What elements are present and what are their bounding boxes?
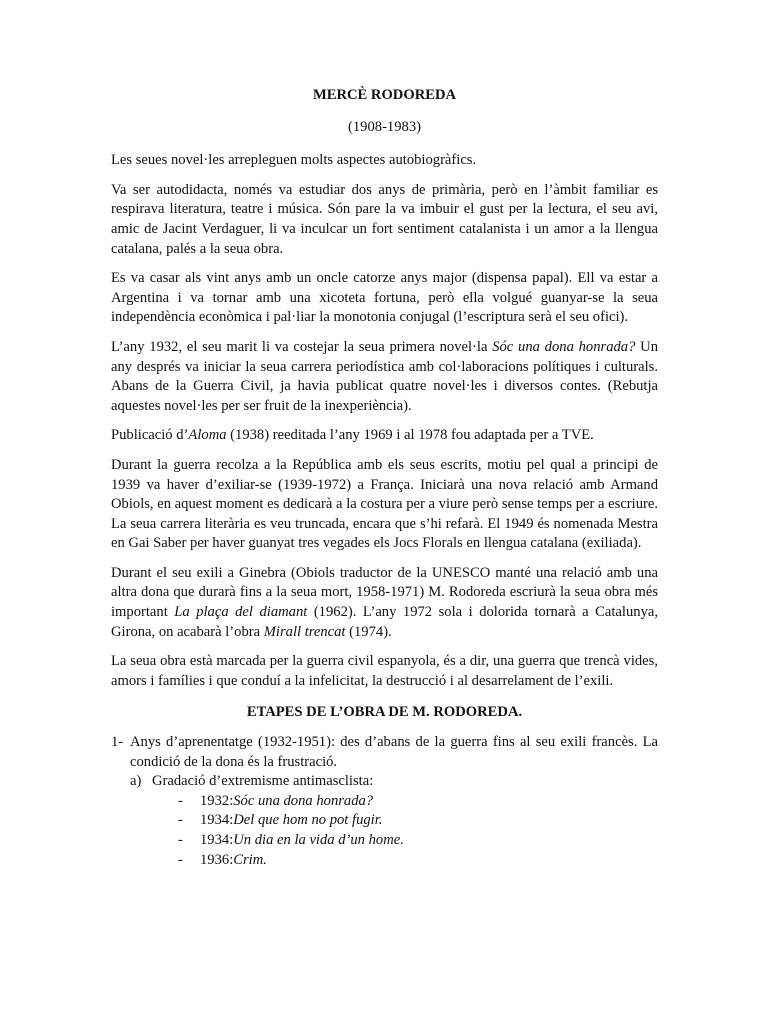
work-year: 1934: [200, 832, 234, 848]
paragraph-4 [111, 338, 658, 416]
work-title: Sóc una dona honrada? [233, 792, 374, 809]
page-title: MERCÈ RODOREDA [312, 87, 457, 103]
p4-text-after: Un any després va iniciar la seua carrera periodística amb col·laboracions polítiques i culturals. Abans de la Guerra Civil, ja havia publicat quatre novel·les i diversos contes. (Rebutja aquestes novel·les per ser fruit de la inexperiència). [111, 338, 658, 414]
work-item [178, 792, 658, 812]
work-title: Del que hom no pot fugir. [233, 812, 383, 829]
paragraph-6: Durant la guerra recolza a la República amb els seus escrits, motiu pel qual a principi de 1939 va haver d’exiliar-se (1939-1972) a França. Iniciarà una nova relació amb Armand Obiols, en aquest moment es dedicarà a la costura per a viure però sense temps per a escriure. La seua carrera literària es veu truncada, encara que s’hi refarà. El 1949 és nomenada Mestra en Gai Saber per haver guanyat tres vegades els Jocs Florals en llengua catalana (exiliada). [111, 456, 658, 552]
sub-list-item [130, 772, 658, 792]
p4-text: L’any 1932, el seu marit li va costejar la seua primera novel·la [111, 338, 493, 355]
p5-work-title: Aloma [188, 427, 227, 444]
work-title: Crim. [233, 851, 267, 868]
dash-bullet: - [178, 812, 183, 829]
works-list [178, 792, 658, 870]
p7-work-title-2: Mirall trencat [263, 623, 346, 640]
work-item [178, 811, 658, 831]
p7-work-title-1: La plaça del diamant [174, 604, 308, 621]
work-item [178, 831, 658, 851]
dash-bullet: - [178, 832, 183, 848]
paragraph-3: Es va casar als vint anys amb un oncle catorze anys major (dispensa papal). Ell va estar a Argentina i va tornar amb una xicoteta fortuna, però ella volgué guanyar-se la seua independència econòmica i pal·liar la monotonia conjugal (l’escriptura serà el seu ofici). [111, 270, 658, 326]
work-item [178, 851, 658, 871]
section-heading: ETAPES DE L’OBRA DE M. RODOREDA. [246, 704, 523, 721]
paragraph-7 [111, 564, 658, 642]
sub-list-text: Gradació d’extremisme antimasclista: [152, 773, 374, 790]
p7-text-after: (1974). [345, 623, 392, 640]
work-year: 1932: [200, 792, 234, 809]
work-year: 1934: [200, 812, 234, 829]
sub-list-letter: a) [130, 773, 142, 790]
paragraph-2: Va ser autodidacta, només va estudiar dos anys de primària, però en l’àmbit familiar es respirava literatura, teatre i música. Són pare la va imbuir el gust per la lectura, el seu avi, amic de Jacint Verdaguer, li va inculcar un fort sentiment catalanista i un amor a la llengua catalana, palés a la seua obra. [111, 181, 658, 257]
list-item-text: Anys d’aprenentatge (1932-1951): des d’abans de la guerra fins al seu exili francès. La condició de la dona és la frustració. [130, 734, 658, 770]
dash-bullet: - [178, 792, 183, 809]
dash-bullet: - [178, 851, 183, 868]
work-year: 1936: [200, 851, 234, 868]
p7-text: Durant el seu exili a Ginebra (Obiols traductor de la UNESCO manté una relació amb una altra dona que durarà fins a la seua mort, 1958-1971) M. Rodoreda escriurà la seua obra més important [111, 564, 658, 621]
list-number: 1- [111, 734, 124, 751]
paragraph-8: La seua obra està marcada per la guerra civil espanyola, és a dir, una guerra que trencà vides, amors i famílies i que conduí a la infelicitat, la destrucció i al desarrelament de l’exili. [111, 653, 658, 689]
life-dates: (1908-1983) [348, 118, 421, 135]
p4-work-title: Sóc una dona honrada? [492, 338, 636, 355]
document-page [111, 86, 658, 870]
paragraph-1: Les seues novel·les arrepleguen molts aspectes autobiogràfics. [111, 152, 477, 169]
p5-text: Publicació d’ [111, 427, 189, 444]
list-item [111, 733, 658, 772]
p7-text-middle: (1962). L’any 1972 sola i dolorida tornarà a Catalunya, Girona, on acabarà l’obra [111, 604, 658, 640]
p5-text-after: (1938) reeditada l’any 1969 i al 1978 fou adaptada per a TVE. [226, 427, 594, 444]
work-title: Un dia en la vida d’un home. [233, 832, 404, 848]
paragraph-5 [111, 426, 658, 446]
